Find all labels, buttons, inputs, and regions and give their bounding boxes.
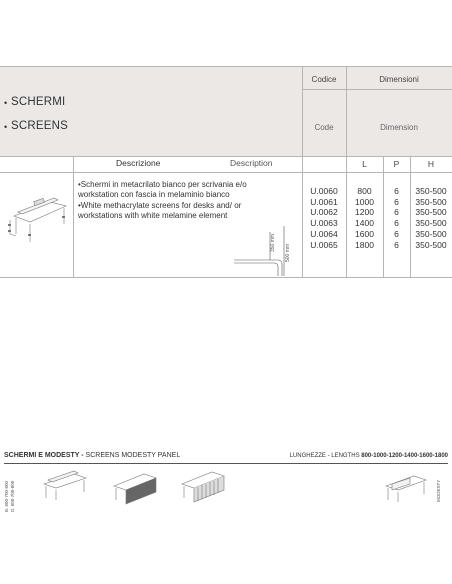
footer-drawing-1	[40, 470, 90, 502]
rule-header-mid	[302, 89, 452, 90]
footer-drawing-4	[380, 472, 430, 504]
descrizione-header: Descrizione	[116, 158, 161, 168]
dim-label-500: 500 mm	[285, 243, 291, 262]
table-row-code: U.0064	[310, 228, 338, 239]
description-line: workstations with white melamine element	[78, 211, 228, 221]
footer-rule	[4, 463, 448, 464]
table-row-h: 350-500	[415, 196, 447, 207]
l-header: L	[362, 159, 367, 169]
table-row-l: 1200	[355, 207, 374, 218]
title-it: SCHERMI	[11, 96, 66, 108]
code-label: Code	[314, 123, 334, 132]
table-row-l: 1400	[355, 218, 374, 229]
bullet: •	[4, 122, 8, 132]
table-row-h: 350-500	[415, 186, 447, 196]
footer-drawing-2	[110, 468, 160, 508]
table-row-h: 350-500	[415, 228, 447, 239]
h-header: H	[427, 159, 435, 169]
table-row-p: 6	[394, 186, 399, 196]
table-row-code: U.0061	[310, 196, 338, 207]
description-header: Description	[230, 158, 273, 168]
table-row-h: 350-500	[415, 218, 447, 229]
table-row-h: 350-500	[415, 207, 447, 218]
dimension-label: Dimension	[380, 123, 418, 132]
description-line: •White methacrylate screens for desks and/ or	[78, 200, 242, 210]
product-table	[0, 66, 452, 278]
code-column	[302, 186, 346, 250]
bullet: •	[4, 98, 8, 108]
table-row-l: 1800	[355, 239, 374, 250]
screen-drawing	[6, 194, 70, 250]
table-row-l: 1600	[355, 228, 374, 239]
l-column	[346, 186, 383, 250]
title-en: SCREENS	[11, 120, 68, 132]
rule-table-bottom	[0, 277, 452, 278]
table-row-h: 350-500	[415, 239, 447, 250]
table-row-p: 6	[394, 218, 399, 229]
codice-label: Codice	[311, 75, 337, 84]
footer-side-right: MODESTY	[436, 479, 441, 502]
rule-image-right	[73, 156, 74, 278]
table-row-p: 6	[394, 228, 399, 239]
table-row-p: 6	[394, 207, 399, 218]
p-column	[383, 186, 410, 250]
rule-header-bottom	[0, 156, 452, 157]
rule-columns-bottom	[0, 172, 452, 173]
footer-side-left-2: D. 600-700-800	[10, 480, 15, 512]
table-row-p: 6	[394, 239, 399, 250]
table-row-l: 800	[357, 186, 372, 196]
footer-side-left-1: B. 600-700-800	[4, 480, 9, 512]
footer-title: SCHERMI E MODESTY - SCREENS MODESTY PANEL	[4, 452, 181, 459]
footer-lengths: LUNGHEZZE - LENGTHS 800-1000-1200-1400-1600-1800	[289, 453, 448, 459]
table-row-code: U.0063	[310, 218, 338, 229]
h-column	[410, 186, 452, 250]
table-row-code: U.0062	[310, 207, 338, 218]
description-line: workstation con fascia in melaminio bianco	[78, 190, 230, 200]
description-block	[78, 180, 300, 222]
table-row-p: 6	[394, 196, 399, 207]
table-row-code: U.0065	[310, 239, 338, 250]
footer-drawing-3	[178, 468, 228, 508]
dimensioni-label: Dimensioni	[379, 75, 419, 84]
rule-top	[0, 66, 452, 67]
table-row-code: U.0060	[310, 186, 338, 196]
table-row-l: 1000	[355, 196, 374, 207]
p-header: P	[393, 159, 400, 169]
description-line: •Schermi in metacrilato bianco per scrivania e/o	[78, 180, 247, 189]
dim-label-350: 350 mm	[270, 233, 276, 252]
